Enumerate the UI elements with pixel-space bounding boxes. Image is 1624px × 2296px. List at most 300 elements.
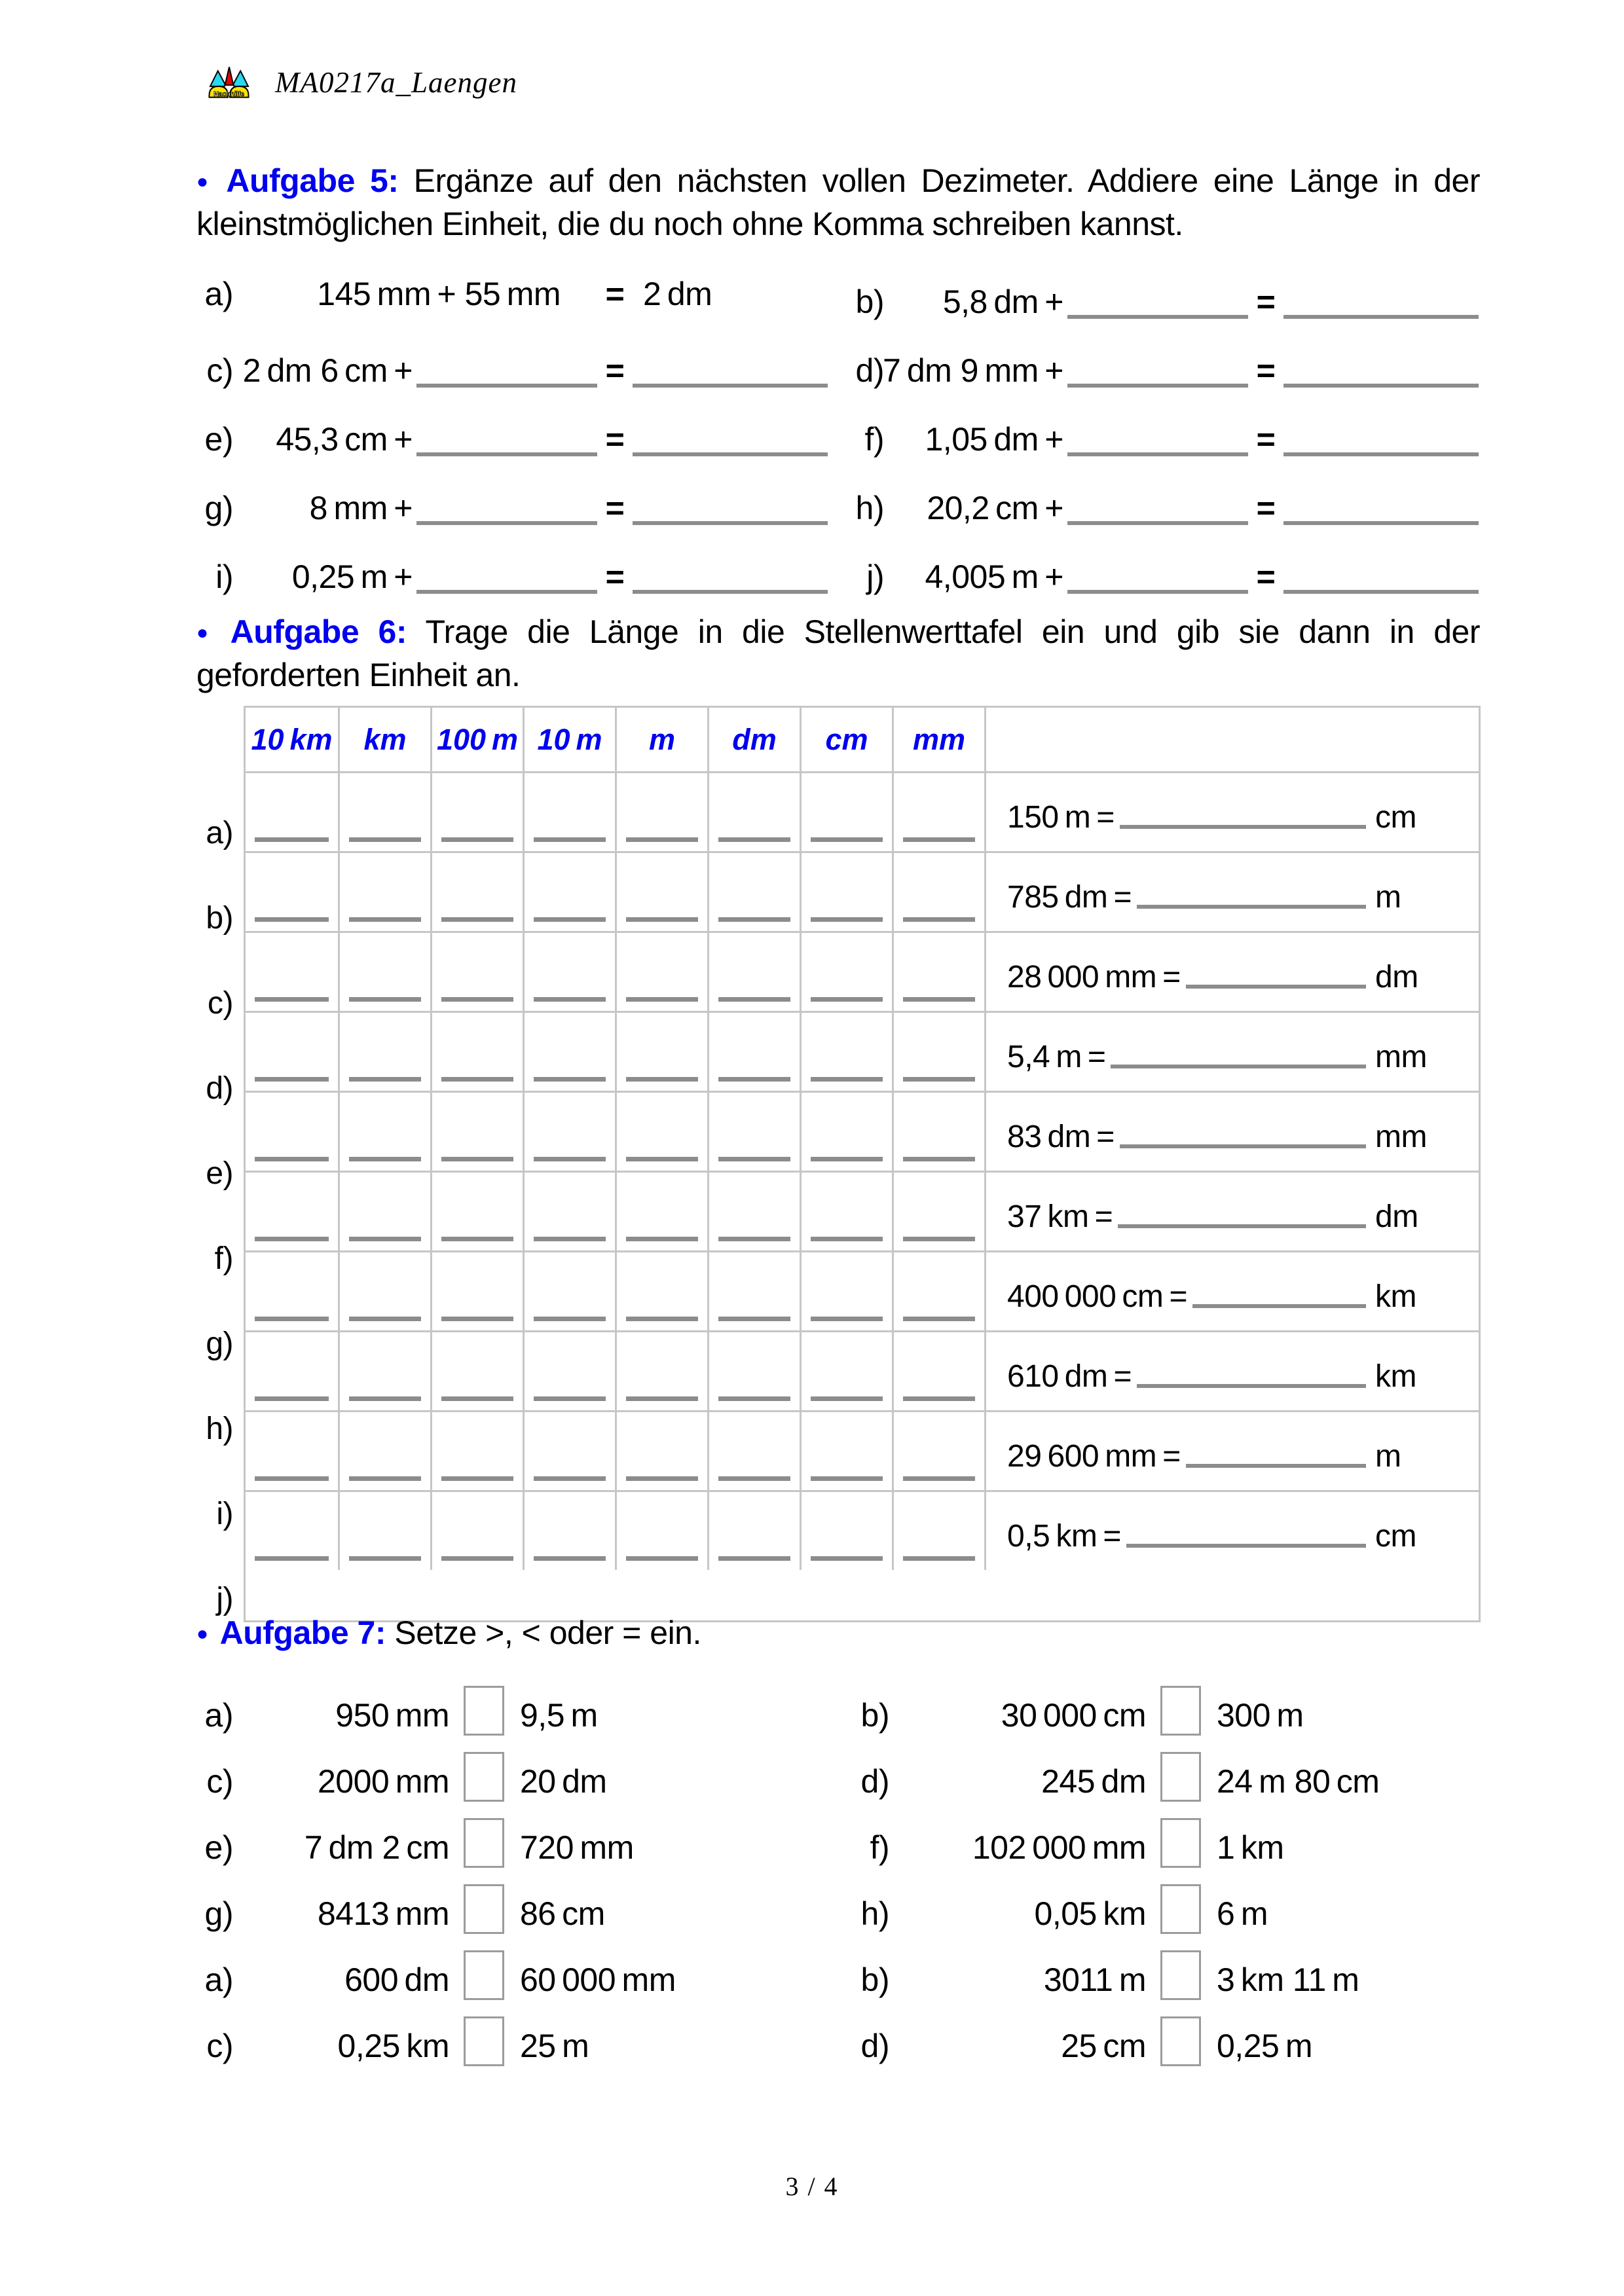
stellenwert-cell (523, 1330, 615, 1410)
stellenwert-cell (523, 1011, 615, 1091)
digit-blank[interactable] (718, 1396, 790, 1401)
column-header: 10 km (251, 722, 333, 756)
aufgabe7-items (196, 1672, 1480, 2069)
right-value: 24 m 80 cm (1217, 1762, 1380, 1800)
aufgabe7-label: Aufgabe 7: (219, 1614, 386, 1651)
stellenwert-cell (523, 1250, 615, 1330)
answer-blank[interactable] (416, 342, 597, 388)
aufgabe7-instruction (196, 1612, 1480, 1655)
digit-blank[interactable] (441, 1077, 513, 1082)
row-label: d) (206, 1071, 233, 1106)
aufgabe5-instruction (196, 160, 1480, 245)
a5-row-cd (196, 328, 1480, 397)
expression: 1,05 dm + (925, 420, 1063, 458)
aufgabe7-text: Setze >, < oder = ein. (394, 1614, 701, 1651)
a5-item-f (847, 405, 1480, 458)
right-value: 6 m (1217, 1895, 1268, 1932)
answer-blank[interactable] (1126, 1544, 1366, 1548)
digit-blank[interactable] (811, 1556, 883, 1561)
stellenwert-cell (430, 771, 523, 851)
comparison-box[interactable] (1160, 2016, 1201, 2066)
page-header (208, 65, 517, 100)
answer-blank[interactable] (416, 548, 597, 594)
comparison-box[interactable] (464, 1818, 504, 1868)
answer-blank[interactable] (1192, 1304, 1366, 1308)
stellenwert-cell (707, 1011, 800, 1091)
answer-blank[interactable] (1283, 410, 1479, 456)
row-label: c) (208, 986, 233, 1021)
digit-blank[interactable] (349, 1237, 421, 1241)
stellenwert-cell (707, 1490, 800, 1570)
right-value: 300 m (1217, 1696, 1304, 1734)
stellenwert-cell (246, 1250, 338, 1330)
item-letter: e) (204, 420, 233, 458)
answer-blank[interactable] (1067, 410, 1248, 456)
a7-item (196, 1743, 824, 1800)
stellenwert-cell (615, 931, 707, 1011)
digit-blank[interactable] (903, 1476, 975, 1481)
conversion-task: 83 dm = mm (984, 1091, 1479, 1171)
digit-blank[interactable] (903, 837, 975, 842)
stellenwert-cell (800, 1171, 892, 1250)
stellenwert-cell (707, 931, 800, 1011)
a7-item (196, 1677, 824, 1734)
digit-blank[interactable] (718, 1476, 790, 1481)
a7-item (196, 1809, 824, 1867)
stellenwert-cell (338, 851, 430, 931)
left-value: 600 dm (344, 1961, 449, 1998)
stellenwert-cell (892, 851, 984, 931)
a7-row (196, 1738, 1480, 1804)
digit-blank[interactable] (718, 1556, 790, 1561)
stellenwert-cell (892, 1330, 984, 1410)
stellenwert-cell (246, 1091, 338, 1171)
stellenwert-cell (338, 771, 430, 851)
digit-blank[interactable] (718, 1237, 790, 1241)
answer-blank[interactable] (1283, 479, 1479, 525)
stellenwert-cell (338, 1011, 430, 1091)
a7-item (853, 1743, 1480, 1800)
item-letter: d) (855, 352, 884, 389)
stellenwert-cell (338, 1250, 430, 1330)
comparison-box[interactable] (464, 1950, 504, 2000)
equals-sign: = (1256, 420, 1276, 458)
digit-blank[interactable] (534, 917, 606, 922)
stellenwert-cell (615, 1330, 707, 1410)
digit-blank[interactable] (811, 1317, 883, 1321)
stellenwert-cell (430, 1171, 523, 1250)
digit-blank[interactable] (349, 1077, 421, 1082)
answer-blank[interactable] (1186, 1464, 1366, 1468)
digit-blank[interactable] (718, 917, 790, 922)
stellenwert-cell (246, 1490, 338, 1570)
item-letter: h) (855, 489, 884, 526)
bullet-icon: ● (196, 171, 215, 192)
digit-blank[interactable] (626, 1317, 698, 1321)
stellenwert-cell (430, 1250, 523, 1330)
stellenwert-cell (615, 1410, 707, 1490)
digit-blank[interactable] (441, 837, 513, 842)
digit-blank[interactable] (534, 1317, 606, 1321)
digit-blank[interactable] (441, 997, 513, 1002)
digit-blank[interactable] (349, 837, 421, 842)
digit-blank[interactable] (903, 1396, 975, 1401)
stellenwert-cell (523, 931, 615, 1011)
conversion-task: 610 dm = km (984, 1330, 1479, 1410)
digit-blank[interactable] (255, 1556, 329, 1561)
digit-blank[interactable] (534, 1237, 606, 1241)
equals-sign: = (1256, 489, 1276, 526)
a7-row (196, 1672, 1480, 1738)
digit-blank[interactable] (349, 917, 421, 922)
stellenwert-cell (338, 1490, 430, 1570)
stellenwert-cell (615, 771, 707, 851)
stellenwert-cell (523, 1091, 615, 1171)
answer-blank[interactable] (633, 342, 828, 388)
answer-blank[interactable] (1186, 985, 1366, 989)
item-letter: d) (860, 2027, 889, 2064)
stellenwert-cell (246, 1011, 338, 1091)
expression: 145 mm + 55 mm (317, 275, 561, 312)
digit-blank[interactable] (903, 1317, 975, 1321)
column-header-spacer (984, 708, 1479, 771)
place-value-table (244, 706, 1481, 1622)
aufgabe5-text-line2: kleinstmöglichen Einheit, die du noch ohne Komma schreiben kannst. (196, 206, 1183, 242)
conversion-task: 29 600 mm = m (984, 1410, 1479, 1490)
answer-blank[interactable] (1067, 273, 1248, 319)
equals-sign: = (1256, 283, 1276, 320)
conversion-task: 400 000 cm = km (984, 1250, 1479, 1330)
digit-blank[interactable] (534, 1157, 606, 1161)
digit-blank[interactable] (534, 1476, 606, 1481)
stellenwert-cell (338, 1410, 430, 1490)
digit-blank[interactable] (626, 1077, 698, 1082)
digit-blank[interactable] (349, 1476, 421, 1481)
comparison-box[interactable] (464, 1884, 504, 1934)
stellenwert-cell (707, 1330, 800, 1410)
digit-blank[interactable] (255, 1237, 329, 1241)
comparison-box[interactable] (464, 1686, 504, 1736)
page-number: 3 / 4 (785, 2172, 839, 2201)
answer-blank[interactable] (1283, 273, 1479, 319)
stellenwert-cell (707, 1091, 800, 1171)
digit-blank[interactable] (718, 1077, 790, 1082)
right-value: 0,25 m (1217, 2027, 1312, 2064)
column-header: m (615, 708, 707, 771)
digit-blank[interactable] (626, 1157, 698, 1161)
digit-blank[interactable] (349, 1317, 421, 1321)
digit-blank[interactable] (255, 1157, 329, 1161)
right-value: 3 km 11 m (1217, 1961, 1359, 1998)
answer-blank[interactable] (1067, 342, 1248, 388)
stellenwert-cell (615, 1250, 707, 1330)
item-letter: g) (204, 1895, 233, 1932)
digit-blank[interactable] (255, 917, 329, 922)
right-value: 86 cm (520, 1895, 605, 1932)
digit-blank[interactable] (255, 837, 329, 842)
answer-blank[interactable] (416, 410, 597, 456)
stellenwert-cell (707, 1410, 800, 1490)
item-letter: e) (204, 1829, 233, 1866)
left-value: 102 000 mm (972, 1829, 1146, 1866)
expression: 5,8 dm + (942, 283, 1063, 320)
stellenwert-cell (615, 1091, 707, 1171)
a7-item (196, 1875, 824, 1933)
digit-blank[interactable] (626, 1556, 698, 1561)
column-header: 100 m (430, 708, 523, 771)
stellenwert-cell (800, 931, 892, 1011)
left-value: 7 dm 2 cm (304, 1829, 449, 1866)
left-value: 8413 mm (317, 1895, 449, 1932)
digit-blank[interactable] (811, 917, 883, 922)
stellenwert-cell (338, 1330, 430, 1410)
equals-sign: = (605, 489, 625, 526)
item-letter: f) (870, 1829, 889, 1866)
a5-row-ab (196, 259, 1480, 328)
digit-blank[interactable] (718, 1157, 790, 1161)
answer-blank[interactable] (633, 548, 828, 594)
stellenwert-cell (892, 1091, 984, 1171)
comparison-box[interactable] (1160, 1752, 1201, 1802)
conversion-task: 150 m = cm (984, 771, 1479, 851)
column-header: dm (707, 708, 800, 771)
stellenwert-cell (800, 1250, 892, 1330)
digit-blank[interactable] (903, 997, 975, 1002)
comparison-box[interactable] (1160, 1818, 1201, 1868)
comparison-box[interactable] (464, 1752, 504, 1802)
digit-blank[interactable] (626, 1476, 698, 1481)
stellenwert-cell (707, 1250, 800, 1330)
digit-blank[interactable] (441, 1157, 513, 1161)
a7-item (196, 1941, 824, 1999)
digit-blank[interactable] (903, 917, 975, 922)
equals-sign: = (605, 420, 625, 458)
digit-blank[interactable] (626, 1396, 698, 1401)
expression: 45,3 cm + (276, 420, 413, 458)
stellenwert-cell (800, 851, 892, 931)
stellenwert-cell (892, 1490, 984, 1570)
answer-blank[interactable] (1137, 905, 1366, 909)
digit-blank[interactable] (626, 997, 698, 1002)
bullet-icon: ● (196, 622, 219, 644)
digit-blank[interactable] (255, 1396, 329, 1401)
item-letter: c) (206, 2027, 233, 2064)
left-value: 0,05 km (1034, 1895, 1146, 1932)
item-letter: a) (204, 1696, 233, 1734)
column-header: mm (892, 708, 984, 771)
digit-blank[interactable] (811, 1476, 883, 1481)
item-letter: f) (864, 420, 884, 458)
conversion-task: 0,5 km = cm (984, 1490, 1479, 1570)
answer-blank[interactable] (416, 479, 597, 525)
right-value: 720 mm (520, 1829, 634, 1866)
stellenwert-cell (246, 931, 338, 1011)
stellenwert-cell (800, 1330, 892, 1410)
row-label: e) (206, 1156, 233, 1191)
item-letter: g) (204, 489, 233, 526)
row-label: b) (206, 901, 233, 936)
right-value: 20 dm (520, 1762, 607, 1800)
stellenwert-cell (430, 851, 523, 931)
left-value: 0,25 km (337, 2027, 449, 2064)
item-letter: i) (215, 558, 233, 595)
digit-blank[interactable] (349, 1157, 421, 1161)
aufgabe6-text-line2: geforderten Einheit an. (196, 657, 521, 693)
stellenwert-cell (615, 1011, 707, 1091)
stellenwert-cell (338, 1171, 430, 1250)
digit-blank[interactable] (441, 1476, 513, 1481)
answer-blank[interactable] (1137, 1384, 1366, 1388)
stellenwert-cell (707, 851, 800, 931)
stellenwert-cell (523, 1171, 615, 1250)
comparison-box[interactable] (1160, 1686, 1201, 1736)
answer-blank[interactable] (633, 479, 828, 525)
a7-item (853, 1677, 1480, 1734)
digit-blank[interactable] (534, 1077, 606, 1082)
digit-blank[interactable] (255, 997, 329, 1002)
comparison-box[interactable] (1160, 1884, 1201, 1934)
digit-blank[interactable] (811, 1396, 883, 1401)
digit-blank[interactable] (349, 1556, 421, 1561)
digit-blank[interactable] (811, 1237, 883, 1241)
digit-blank[interactable] (811, 997, 883, 1002)
nachhilfe-logo-icon (208, 65, 250, 100)
digit-blank[interactable] (626, 837, 698, 842)
digit-blank[interactable] (349, 997, 421, 1002)
answer-blank[interactable] (1118, 1224, 1366, 1228)
digit-blank[interactable] (718, 1317, 790, 1321)
stellenwert-cell (430, 1330, 523, 1410)
answer-blank[interactable] (1283, 342, 1479, 388)
aufgabe6-label: Aufgabe 6: (230, 613, 407, 650)
stellenwert-cell (338, 931, 430, 1011)
stellenwert-cell (800, 1011, 892, 1091)
aufgabe5-items (196, 259, 1480, 603)
a5-item-g (196, 473, 829, 527)
digit-blank[interactable] (718, 837, 790, 842)
item-letter: b) (855, 283, 884, 320)
answer-blank[interactable] (633, 410, 828, 456)
stellenwert-cell (430, 931, 523, 1011)
answer-blank[interactable] (1120, 825, 1366, 829)
row-label: i) (216, 1497, 233, 1531)
left-value: 30 000 cm (1001, 1696, 1146, 1734)
a5-item-j (847, 542, 1480, 596)
digit-blank[interactable] (718, 997, 790, 1002)
digit-blank[interactable] (811, 1157, 883, 1161)
answer-blank[interactable] (1120, 1144, 1366, 1148)
aufgabe5-text-line1: Ergänze auf den nächsten vollen Dezimeter. Addiere eine Länge in der (413, 162, 1480, 199)
expression: 0,25 m + (291, 558, 413, 595)
digit-blank[interactable] (903, 1556, 975, 1561)
conversion-task: 37 km = dm (984, 1171, 1479, 1250)
aufgabe5-label: Aufgabe 5: (226, 162, 399, 199)
expression: 2 dm 6 cm + (242, 352, 413, 389)
conversion-task: 28 000 mm = dm (984, 931, 1479, 1011)
digit-blank[interactable] (534, 1556, 606, 1561)
stellenwert-cell (246, 771, 338, 851)
stellenwert-cell (430, 1490, 523, 1570)
column-header: 10 m (523, 708, 615, 771)
a5-item-b (847, 267, 1480, 321)
comparison-box[interactable] (464, 2016, 504, 2066)
digit-blank[interactable] (903, 1237, 975, 1241)
a5-item-e (196, 405, 829, 458)
a7-row (196, 1937, 1480, 2003)
equals-sign: = (1256, 558, 1276, 595)
digit-blank[interactable] (349, 1396, 421, 1401)
stellenwert-cell (523, 851, 615, 931)
logo-text: Nachhilfe (213, 90, 244, 99)
stellenwert-cell (892, 1171, 984, 1250)
digit-blank[interactable] (534, 997, 606, 1002)
row-label: g) (206, 1326, 233, 1361)
a7-item (196, 2007, 824, 2065)
stellenwert-cell (246, 1330, 338, 1410)
stellenwert-cell (892, 931, 984, 1011)
a7-item (853, 2007, 1480, 2065)
stellenwert-cell (430, 1011, 523, 1091)
digit-blank[interactable] (534, 1396, 606, 1401)
answer-blank[interactable] (1067, 479, 1248, 525)
expression: 7 dm 9 mm + (883, 352, 1063, 389)
left-value: 2000 mm (317, 1762, 449, 1800)
digit-blank[interactable] (534, 837, 606, 842)
stellenwert-cell (615, 1171, 707, 1250)
left-value: 3011 m (1043, 1961, 1146, 1998)
item-letter: j) (866, 558, 884, 595)
digit-blank[interactable] (255, 1317, 329, 1321)
stellenwert-cell (707, 1171, 800, 1250)
digit-blank[interactable] (441, 917, 513, 922)
stellenwert-cell (430, 1410, 523, 1490)
item-letter: c) (206, 352, 233, 389)
answer-blank[interactable] (1111, 1065, 1366, 1068)
answer-blank[interactable] (1067, 548, 1248, 594)
digit-blank[interactable] (626, 1237, 698, 1241)
digit-blank[interactable] (441, 1396, 513, 1401)
bullet-icon: ● (196, 1623, 208, 1645)
a7-item (853, 1875, 1480, 1933)
digit-blank[interactable] (811, 1077, 883, 1082)
digit-blank[interactable] (811, 837, 883, 842)
digit-blank[interactable] (903, 1077, 975, 1082)
digit-blank[interactable] (441, 1237, 513, 1241)
a7-row (196, 1870, 1480, 1937)
item-letter: a) (204, 1961, 233, 1998)
digit-blank[interactable] (626, 917, 698, 922)
a7-row (196, 1804, 1480, 1870)
stellenwert-cell (800, 771, 892, 851)
digit-blank[interactable] (441, 1317, 513, 1321)
equals-sign: = (605, 275, 625, 312)
comparison-box[interactable] (1160, 1950, 1201, 2000)
a7-item (853, 1809, 1480, 1867)
equals-sign: = (605, 558, 625, 595)
a5-item-c (196, 336, 829, 390)
right-value: 9,5 m (520, 1696, 598, 1734)
column-header: cm (800, 708, 892, 771)
conversion-task: 5,4 m = mm (984, 1011, 1479, 1091)
a5-row-ij (196, 534, 1480, 603)
digit-blank[interactable] (441, 1556, 513, 1561)
digit-blank[interactable] (903, 1157, 975, 1161)
digit-blank[interactable] (255, 1077, 329, 1082)
a7-row (196, 2003, 1480, 2069)
answer-blank[interactable] (1283, 548, 1479, 594)
item-letter: d) (860, 1762, 889, 1800)
digit-blank[interactable] (255, 1476, 329, 1481)
